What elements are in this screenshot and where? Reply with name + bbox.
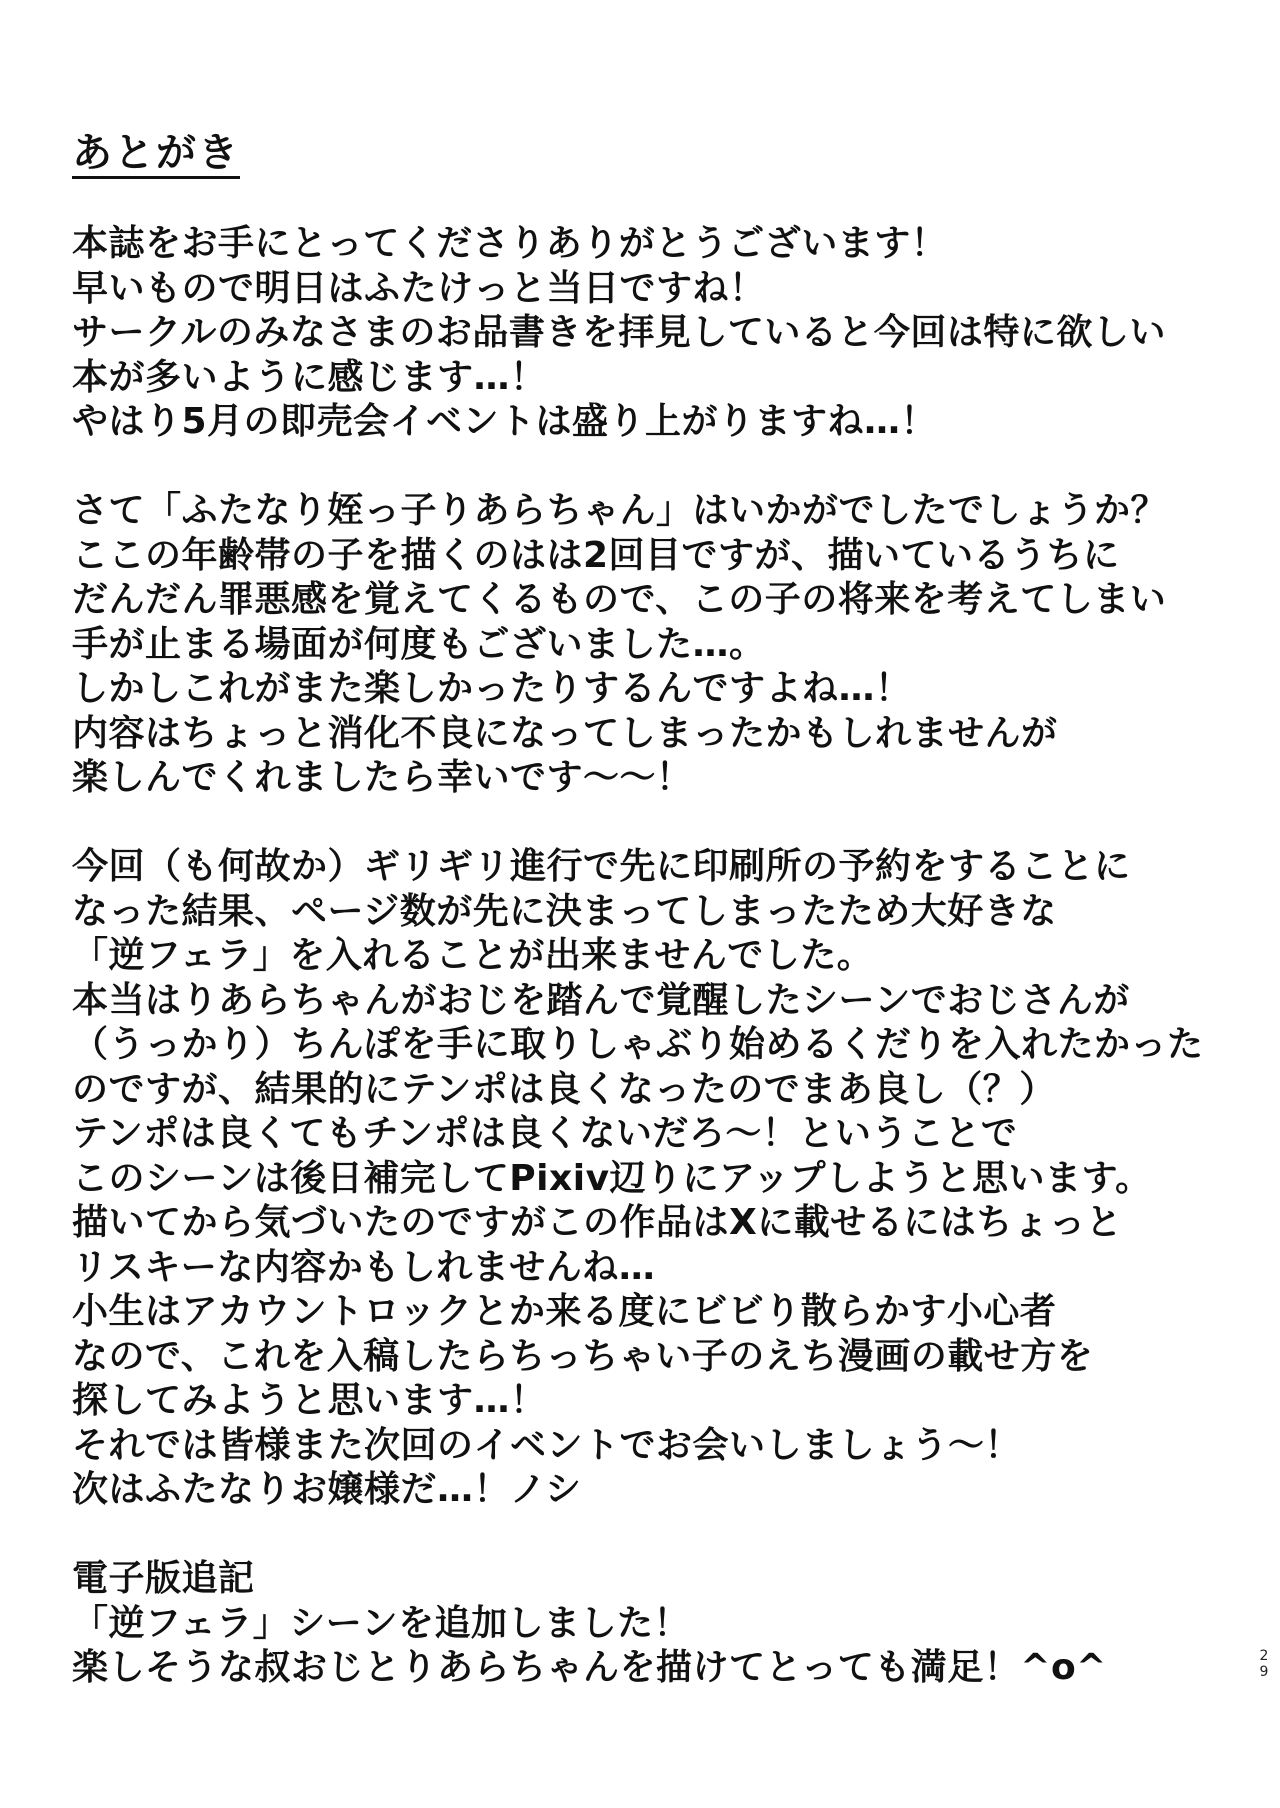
text-line: 次はふたなりお嬢様だ…！ノシ [72,1469,582,1510]
text-line: 楽しそうな叔おじとりあらちゃんを描けてとっても満足！^o^ [72,1647,1107,1688]
page-number-text: 29 [1256,1648,1272,1680]
text-line: 楽しんでくれましたら幸いです〜〜！ [72,757,693,798]
page-title: あとがき [72,130,240,176]
paragraph [72,222,1192,445]
text-line: 小生はアカウントロックとか来る度にビビり散らかす小心者 [72,1291,1057,1332]
page-number [1256,1648,1270,1680]
text-line: 内容はちょっと消化不良になってしまったかもしれませんが [72,712,1058,754]
paragraph [72,489,1192,801]
text-line: だんだん罪悪感を覚えてくるもので、この子の将来を考えてしまい [72,579,1167,620]
text-line: 今回（も何故か）ギリギリ進行で先に印刷所の予約をすることに [72,846,1131,887]
text-line: 本誌をお手にとってくださりありがとうございます！ [72,223,948,264]
text-line: 「逆フェラ」を入れることが出来ませんでした。 [72,935,874,976]
text-line: サークルのみなさまのお品書きを拝見していると今回は特に欲しい [72,312,1166,353]
paragraph [72,1557,1192,1691]
text-line: 早いもので明日はふたけっと当日ですね！ [72,267,766,309]
text-line: 描いてから気づいたのですがこの作品はXに載せるにはちょっと [72,1202,1123,1243]
text-line: 本当はりあらちゃんがおじを踏んで覚醒したシーンでおじさんが [72,979,1130,1021]
text-line: 本が多いように感じます…！ [72,356,547,398]
paragraph [72,845,1204,1513]
text-line: さて「ふたなり姪っ子りあらちゃん」はいかがでしたでしょうか？ [72,490,1168,531]
text-line: （うっかり）ちんぽを手に取りしゃぶり始めるくだりを入れたかった [72,1024,1204,1065]
text-line: 探してみようと思います…！ [72,1380,547,1421]
text-line: のですが、結果的にテンポは良くなったのでまあ良し（？） [72,1068,1056,1110]
text-line: しかしこれがまた楽しかったりするんですよね…！ [72,668,912,709]
text-line: リスキーな内容かもしれませんね… [72,1246,656,1288]
text-line: 「逆フェラ」シーンを追加しました！ [72,1602,690,1644]
text-line: なった結果、ページ数が先に決まってしまったため大好きな [72,890,1057,932]
text-line: ここの年齢帯の子を描くのはは2回目ですが、描いているうちに [72,534,1120,576]
text-line: 手が止まる場面が何度もございました…。 [72,623,766,665]
text-line: テンポは良くてもチンポは良くないだろ〜！ということで [72,1113,1018,1154]
text-line: なので、これを入稿したらちっちゃい子のえち漫画の載せ方を [72,1335,1094,1377]
afterword-body [72,222,1204,1691]
text-line: このシーンは後日補完してPixiv辺りにアップしようと思います。 [72,1157,1152,1199]
text-line: やはり5月の即売会イベントは盛り上がりますね…！ [72,401,938,442]
text-line: それでは皆様また次回のイベントでお会いしましょう〜！ [72,1424,1022,1466]
text-line: 電子版追記 [72,1558,255,1599]
